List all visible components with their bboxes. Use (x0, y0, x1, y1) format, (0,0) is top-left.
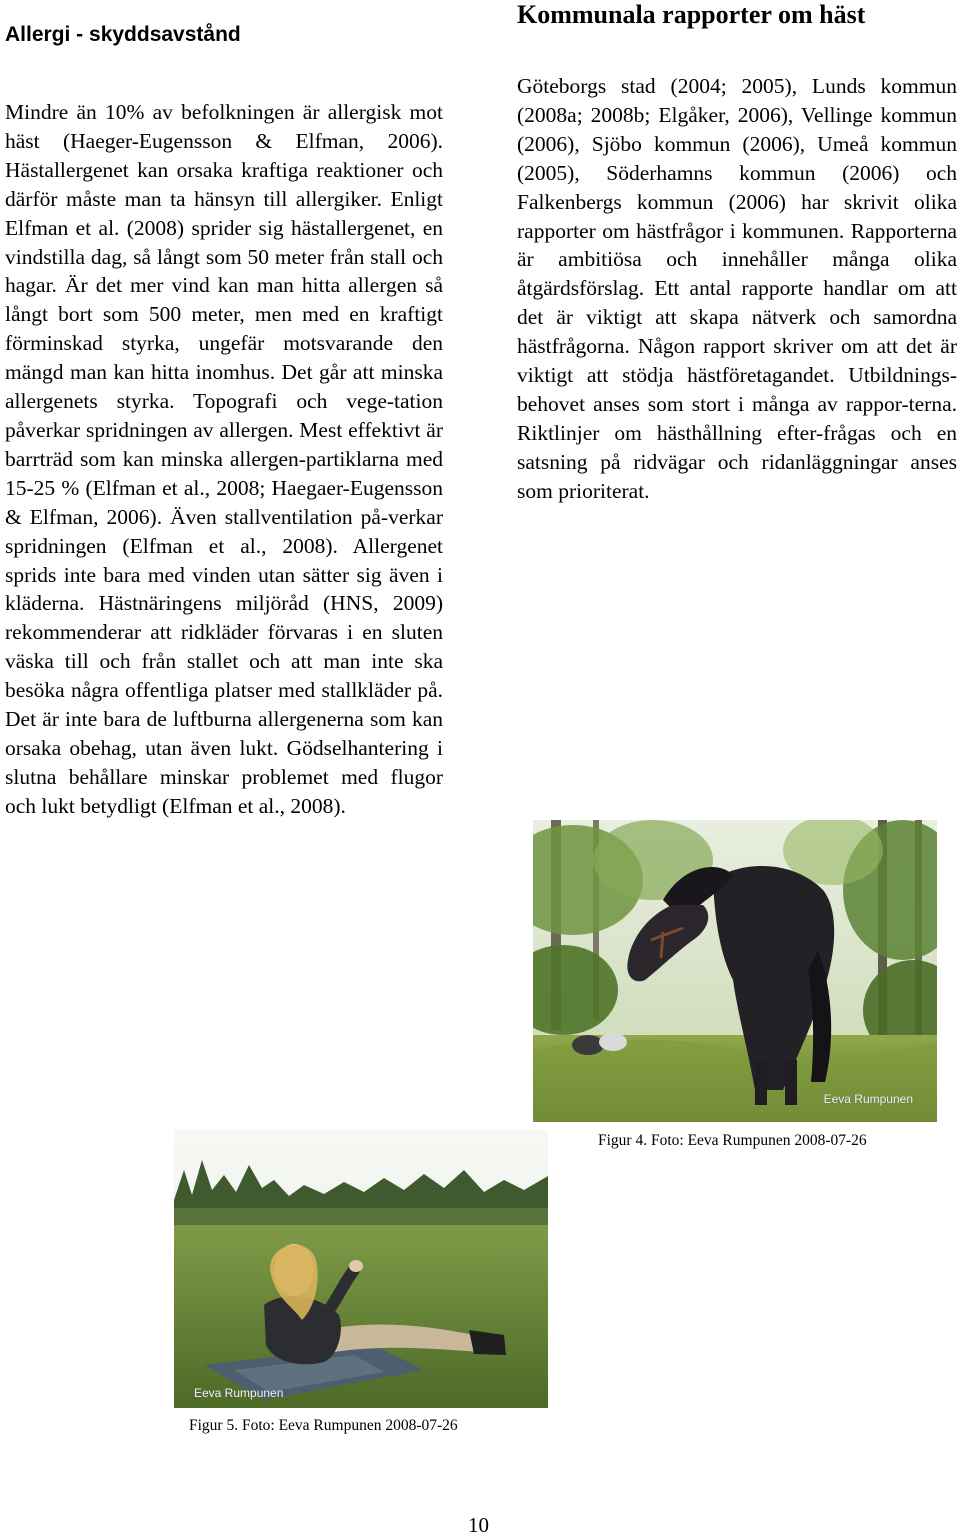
right-column (517, 0, 957, 506)
figure-5-caption: Figur 5. Foto: Eeva Rumpunen 2008-07-26 (189, 1417, 458, 1434)
section-heading-allergy: Allergi - skyddsavstånd (5, 23, 241, 46)
page-number: 10 (468, 1513, 489, 1537)
left-column (5, 18, 443, 821)
horse-photo (533, 820, 937, 1122)
woman-photo-watermark: Eeva Rumpunen (194, 1386, 284, 1400)
horse-photo-watermark: Eeva Rumpunen (823, 1092, 913, 1106)
woman-photo-illustration (174, 1130, 548, 1408)
municipal-reports-paragraph: Göteborgs stad (2004; 2005), Lunds kommun (2008a; 2008b; Elgåker, 2006), Vellinge kommun (2006), Sjöbo kommun (2006), Umeå kommun (2005), Söderhamns kommun (2006) och Falkenbergs kommun (2006) har skrivit olika rapporter om hästfrågor i kommunen. Rapporterna är ambitiösa och innehåller många olika åtgärdsförslag. Ett antal rapporte handlar om att det är viktigt att skapa nätverk och samordna hästfrågorna. Någon rapport skriver om att det är viktigt att stödja hästföretagandet. Utbildnings-behovet anses som stort i många av rappor-terna. Riktlinjer om hästhållning efter-frågas och en satsning på ridvägar och ridanläggningar anses som prioriterat. (517, 74, 957, 503)
section-heading-municipal-reports: Kommunala rapporter om häst (517, 0, 866, 29)
figure-4-caption: Figur 4. Foto: Eeva Rumpunen 2008-07-26 (598, 1132, 867, 1149)
woman-photo (174, 1130, 548, 1408)
allergy-paragraph: Mindre än 10% av befolkningen är allergisk mot häst (Haeger-Eugensson & Elfman, 2006). Hästallergenet kan orsaka kraftiga reaktioner och därför måste man ta hänsyn till allergiker. Enligt Elfman et al. (2008) sprider sig hästallergenet, en vindstilla dag, så långt som 50 meter från stall och hagar. Är det mer vind kan man hitta allergen så långt bort som 500 meter, men med en kraftigt förminskad styrka, ungefär motsvarande den mängd man kan hitta inomhus. Det går att minska allergenets styrka. Topografi och vege-tation påverkar spridningen av allergen. Mest effektivt är barrträd som kan minska allergen-partiklarna med 15-25 % (Elfman et al., 2008; Haegaer-Eugensson & Elfman, 2006). Även stallventilation på-verkar spridningen (Elfman et al., 2008). Allergenet sprids inte bara med vinden utan sätter sig även i kläderna. Hästnäringens miljöråd (HNS, 2009) rekommenderar att ridkläder förvaras i en sluten väska till och från stallet och att man inte ska besöka några offentliga platser med stallkläder på. Det är inte bara de luftburna allergenerna som kan orsaka obehag, utan även lukt. Gödselhantering i slutna behållare minskar problemet med flugor och lukt betydligt (Elfman et al., 2008). (5, 100, 443, 818)
horse-photo-illustration (533, 820, 937, 1122)
